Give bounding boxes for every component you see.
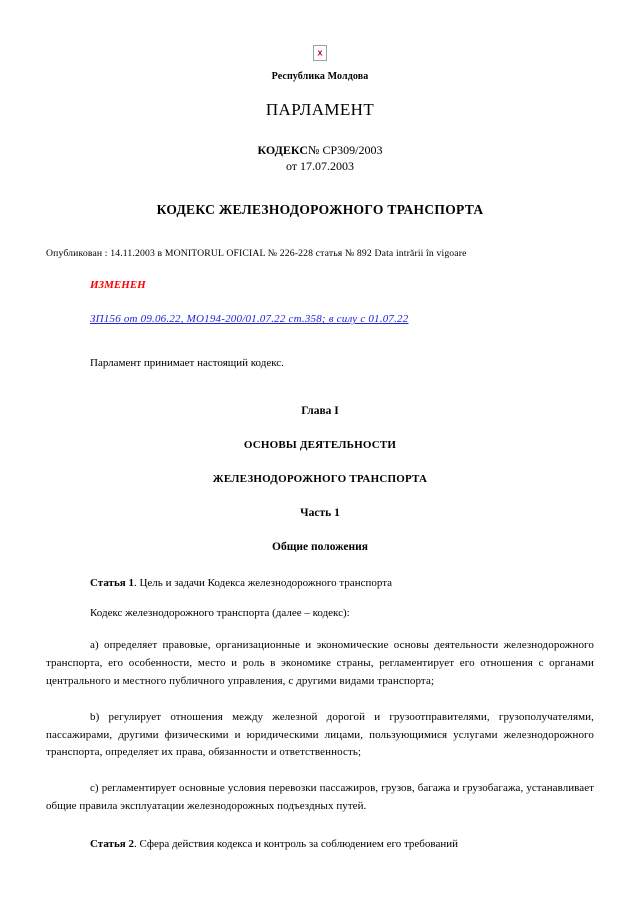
chapter-heading: Глава I <box>301 405 339 418</box>
paragraph-b: b) регулирует отношения между железной дорогой и грузоотправителями, грузополучателями, пассажирами, другими физическими и юридическими лицами, пользующимися услугами железнодорожного транспорта, определяет их права, обязанности и ответственность; <box>46 710 594 759</box>
article-2-heading <box>90 838 594 850</box>
paragraph-c: c) регламентирует основные условия перевозки пассажиров, грузов, багажа и грузобагажа, устанавливает общие правила эксплуатации железнодорожных подъездных путей. <box>46 782 594 813</box>
broken-image-x-glyph: x <box>317 47 323 58</box>
article-1-lead: Кодекс железнодорожного транспорта (далее – кодекс): <box>90 607 350 620</box>
article-1-label: Статья 1 <box>90 577 134 590</box>
article-2-title: . Сфера действия кодекса и контроль за соблюдением его требований <box>133 837 458 850</box>
code-number: № CP309/2003 <box>308 143 383 157</box>
chapter-subtitle-line-2: ЖЕЛЕЗНОДОРОЖНОГО ТРАНСПОРТА <box>212 473 428 486</box>
amended-status-badge: ИЗМЕНЕН <box>90 279 146 292</box>
adoption-statement: Парламент принимает настоящий кодекс. <box>90 357 284 370</box>
part-subtitle: Общие положения <box>272 541 368 554</box>
code-label: КОДЕКС <box>257 143 308 157</box>
article-2-label: Статья 2 <box>90 837 134 850</box>
article-1-title: . Цель и задачи Кодекса железнодорожного транспорта <box>133 577 393 590</box>
amendment-link[interactable]: ЗП156 от 09.06.22, МО194-200/01.07.22 ст.358; в силу с 01.07.22 <box>90 313 409 326</box>
chapter-subtitle-line-1: ОСНОВЫ ДЕЯТЕЛЬНОСТИ <box>243 439 397 452</box>
publication-line: Опубликован : 14.11.2003 в MONITORUL OFICIAL № 226-228 статья № 892 Data intrării în vigoare <box>46 248 467 260</box>
code-number-line <box>46 142 594 158</box>
organization-name: Республика Молдова <box>271 71 369 82</box>
article-1-heading <box>90 577 594 589</box>
broken-image-icon <box>313 45 327 61</box>
code-date: от 17.07.2003 <box>285 159 355 174</box>
part-heading: Часть 1 <box>300 507 340 520</box>
broken-image-placeholder-wrap <box>46 0 594 61</box>
institution-title: ПАРЛАМЕНТ <box>265 100 375 119</box>
paragraph-a: a) определяет правовые, организационные и экономические основы деятельности железнодорожного транспорта, его особенности, место и роль в экономике страны, регламентирует его отношения с органами центрального и местного публичного управления, с другими видами транспорта; <box>46 639 594 687</box>
page-title: КОДЕКС ЖЕЛЕЗНОДОРОЖНОГО ТРАНСПОРТА <box>156 202 484 218</box>
